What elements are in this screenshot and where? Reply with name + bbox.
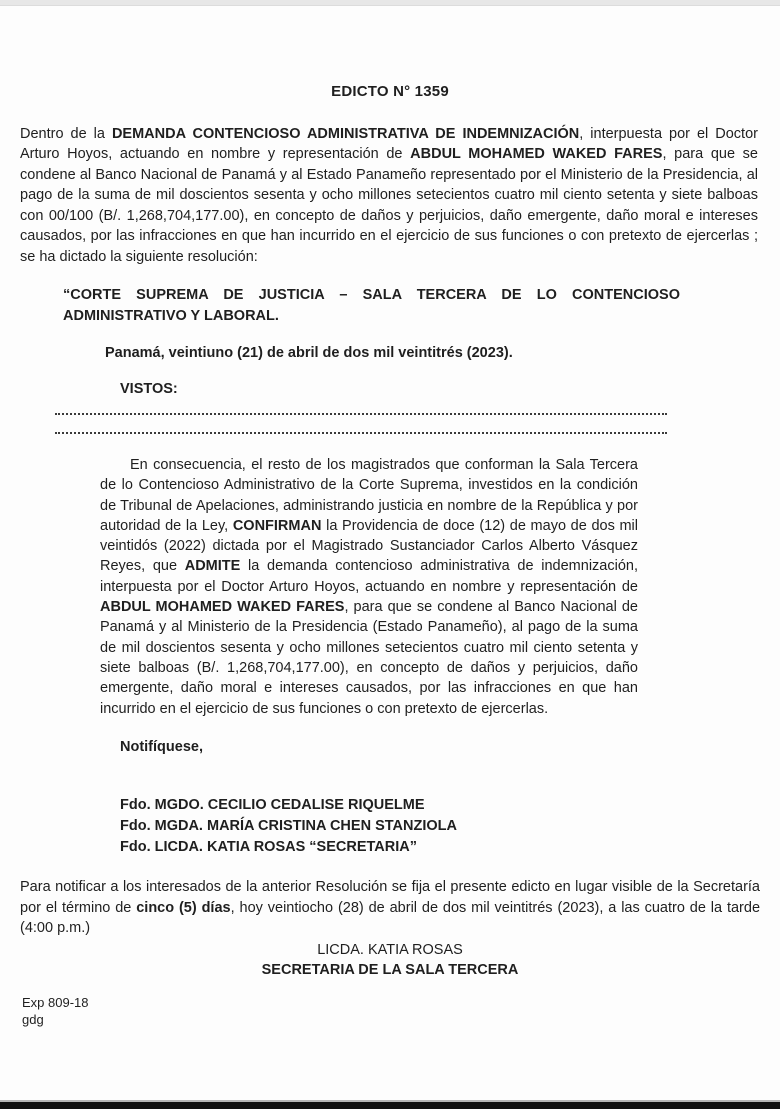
clerk-initials: gdg (22, 1011, 44, 1027)
secretary-name: LICDA. KATIA ROSAS (317, 941, 463, 958)
notify-label: Notifíquese, (120, 738, 203, 755)
case-number: Exp 809-18 (22, 994, 89, 1010)
court-heading: “CORTE SUPREMA DE JUSTICIA – SALA TERCERA DE LO CONTENCIOSO ADMINISTRATIVO Y LABORAL. (63, 287, 680, 324)
signature-line: Fdo. MGDO. CECILIO CEDALISE RIQUELME (120, 797, 425, 814)
notice-paragraph: Para notificar a los interesados de la anterior Resolución se fija el presente edicto en lugar visible de la Secretaría por el término de cinco (5) días, hoy veintiocho (28) de abril de dos mil veintitrés (2023), a las cuatro de la tarde (4:00 p.m.) (20, 879, 761, 937)
signature-block (120, 795, 780, 858)
dotted-leader-line (55, 412, 667, 415)
signature-line: Fdo. MGDA. MARÍA CRISTINA CHEN STANZIOLA (120, 818, 457, 835)
edict-title: EDICTO N° 1359 (331, 83, 449, 100)
scan-top-edge (0, 0, 780, 6)
dotted-leader-line (55, 431, 667, 434)
intro-paragraph: Dentro de la DEMANDA CONTENCIOSO ADMINISTRATIVA DE INDEMNIZACIÓN, interpuesta por el Doctor Arturo Hoyos, actuando en nombre y representación de ABDUL MOHAMED WAKED FARES, para que se condene al Banco Nacional de Panamá y al Estado Panameño representado por el Ministerio de la Presidencia, al pago de la suma de mil doscientos sesenta y ocho millones setecientos cuatro mil ciento setenta y siete balboas con 00/100 (B/. 1,268,704,177.00), en concepto de daños y perjuicios, daño emergente, daño moral e intereses causados, por las infracciones en que han incurrido en el ejercicio de sus funciones o con pretexto de ejercerlas ; se ha dictado la siguiente resolución: (20, 125, 758, 265)
vistos-label: VISTOS: (120, 380, 178, 397)
resolution-paragraph: En consecuencia, el resto de los magistrados que conforman la Sala Tercera de lo Contencioso Administrativo de la Corte Suprema, investidos en la condición de Tribunal de Apelaciones, administrando justicia en nombre de la República y por autoridad de la Ley, CONFIRMAN la Providencia de doce (12) de mayo de dos mil veintidós (2022) dictada por el Magistrado Sustanciador Carlos Alberto Vásquez Reyes, que ADMITE la demanda contencioso administrativa de indemnización, interpuesta por el Doctor Arturo Hoyos, actuando en nombre y representación de ABDUL MOHAMED WAKED FARES, para que se condene al Banco Nacional de Panamá y al Ministerio de la Presidencia (Estado Panameño), al pago de la suma de mil doscientos sesenta y ocho millones setecientos cuatro mil ciento setenta y siete balboas (B/. 1,268,704,177.00), en concepto de daños y perjuicios, daño emergente, daño moral e intereses causados, por las infracciones en que han incurrido en el ejercicio de sus funciones o con pretexto de ejercerlas. (100, 457, 638, 717)
signature-line: Fdo. LICDA. KATIA ROSAS “SECRETARIA” (120, 839, 417, 856)
scan-bottom-edge (0, 1100, 780, 1109)
secretary-title: SECRETARIA DE LA SALA TERCERA (261, 962, 519, 979)
date-line: Panamá, veintiuno (21) de abril de dos mil veintitrés (2023). (105, 345, 513, 361)
